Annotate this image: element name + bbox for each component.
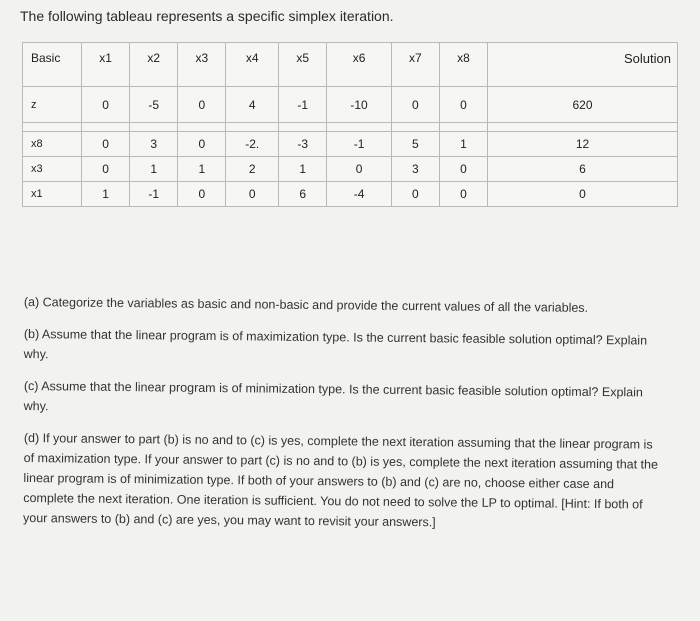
table-cell: 0 — [327, 157, 392, 182]
table-cell: -1 — [327, 132, 392, 157]
table-cell: -3 — [279, 132, 327, 157]
header-basic: Basic — [23, 43, 82, 87]
table-cell: 1 — [178, 157, 226, 182]
table-cell: 1 — [279, 157, 327, 182]
table-cell: 0 — [178, 132, 226, 157]
table-cell: 6 — [488, 157, 678, 182]
tableau-header-row — [23, 43, 678, 87]
table-cell: 0 — [178, 87, 226, 123]
header-x7: x7 — [391, 43, 439, 87]
table-cell: 1 — [130, 157, 178, 182]
table-cell: -2. — [226, 132, 279, 157]
row-label: z — [23, 87, 82, 123]
row-label: x3 — [23, 157, 82, 182]
table-cell: -4 — [327, 182, 392, 207]
intro-text: The following tableau represents a specific simplex iteration. — [20, 8, 394, 24]
header-x4: x4 — [226, 43, 279, 87]
question-b: (b) Assume that the linear program is of maximization type. Is the current basic feasible solution optimal? Explain why. — [23, 326, 648, 362]
table-cell: 0 — [82, 157, 130, 182]
question-a: (a) Categorize the variables as basic and non-basic and provide the current values of all the variables. — [23, 294, 589, 315]
table-row-x3 — [23, 157, 678, 182]
table-cell: 5 — [391, 132, 439, 157]
row-label: x8 — [23, 132, 82, 157]
table-cell: -1 — [130, 182, 178, 207]
question-d: (d) If your answer to part (b) is no and to (c) is yes, complete the next iteration assuming that the linear program is of maximization type. If your answer to part (c) is no and to (b) is yes, complete the next iteration assuming that the linear program is of minimization type. If both of your answers to (b) and (c) are no, choose either case and complete the next iteration. One iteration is sufficient. You do not need to solve the LP to optimal. [Hint: If both of your answers to (b) and (c) are yes, you may want to revisit your answers.] — [22, 430, 659, 530]
header-x6: x6 — [327, 43, 392, 87]
table-cell: 0 — [178, 182, 226, 207]
table-cell: -5 — [130, 87, 178, 123]
header-x1: x1 — [82, 43, 130, 87]
table-cell: 0 — [439, 87, 487, 123]
table-cell: -1 — [279, 87, 327, 123]
header-x8: x8 — [439, 43, 487, 87]
table-cell: 6 — [279, 182, 327, 207]
table-cell: 0 — [439, 182, 487, 207]
simplex-tableau — [22, 42, 678, 207]
table-row-x8 — [23, 132, 678, 157]
table-row-z — [23, 87, 678, 123]
row-label: x1 — [23, 182, 82, 207]
table-cell: 620 — [488, 87, 678, 123]
header-x5: x5 — [279, 43, 327, 87]
table-spacer — [23, 123, 678, 132]
table-cell: 1 — [82, 182, 130, 207]
questions — [24, 292, 664, 540]
table-cell: 2 — [226, 157, 279, 182]
table-cell: 4 — [226, 87, 279, 123]
table-cell: 0 — [391, 87, 439, 123]
question-c: (c) Assume that the linear program is of minimization type. Is the current basic feasible solution optimal? Explain why. — [23, 378, 643, 414]
header-x3: x3 — [178, 43, 226, 87]
table-cell: 3 — [130, 132, 178, 157]
table-cell: 0 — [391, 182, 439, 207]
table-cell: 0 — [226, 182, 279, 207]
header-x2: x2 — [130, 43, 178, 87]
table-cell: 0 — [82, 132, 130, 157]
table-cell: 3 — [391, 157, 439, 182]
table-cell: 12 — [488, 132, 678, 157]
table-cell: 0 — [439, 157, 487, 182]
table-cell: 0 — [488, 182, 678, 207]
table-cell: 0 — [82, 87, 130, 123]
table-cell: 1 — [439, 132, 487, 157]
header-solution: Solution — [488, 43, 678, 87]
table-row-x1 — [23, 182, 678, 207]
table-cell: -10 — [327, 87, 392, 123]
